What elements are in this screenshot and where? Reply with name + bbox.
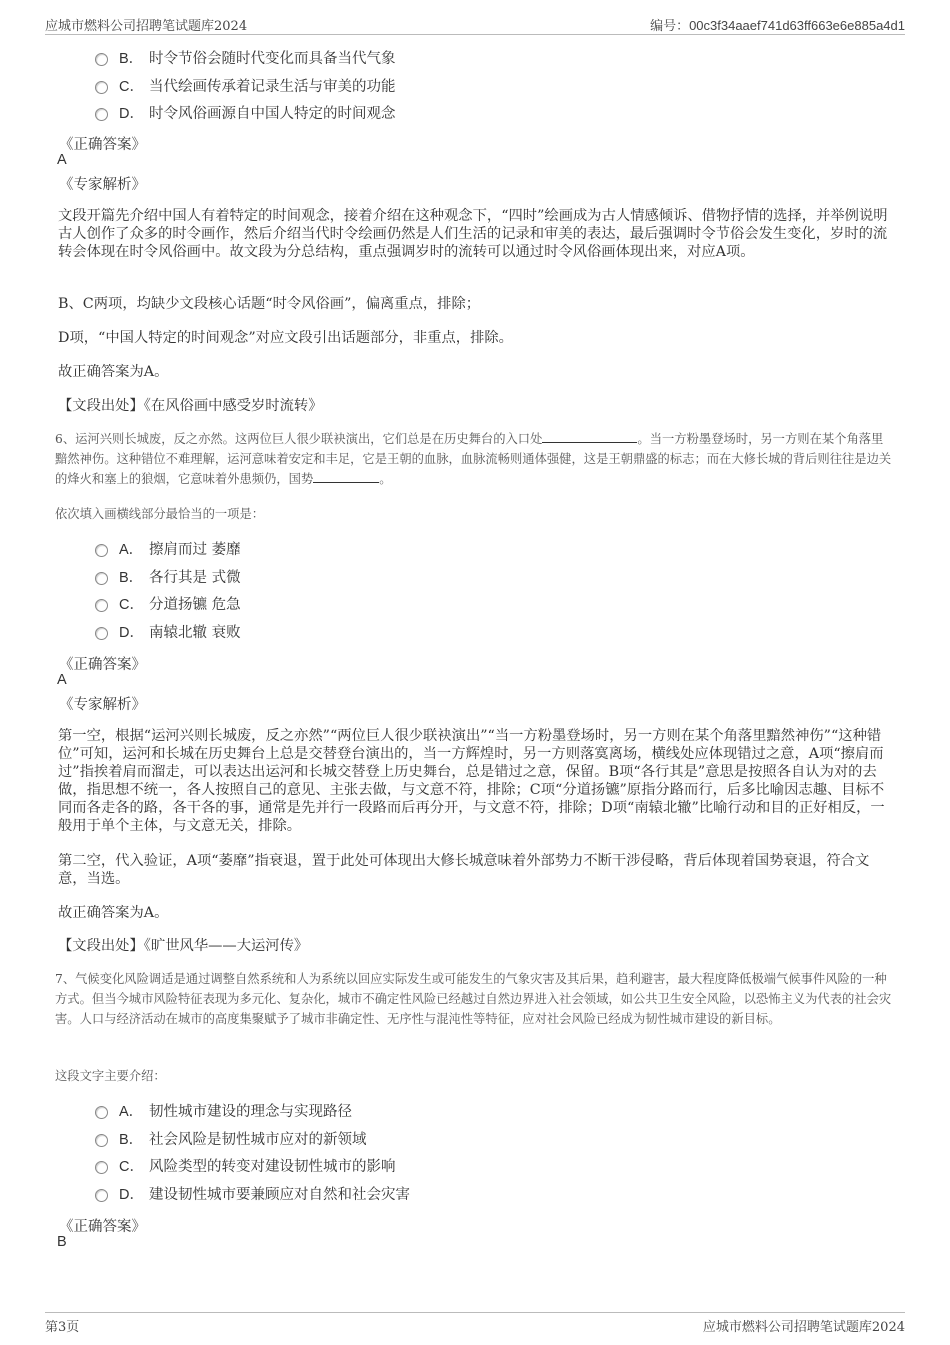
analysis-paragraph: 第一空，根据“运河兴则长城废，反之亦然”“两位巨人很少联袂演出”“当一方粉墨登场时，另一方则在某个角落里黯然神伤”“这种错位”可知，运河和长城在历史舞台上总是交替登台演出的，当一方辉煌时，另一方则落寞离场，横线处应体现错过之意，A项“擦肩而过”指挨着肩而溜走，可以表达出运河和长城交替登上历史舞台，总是错过之意，保留。B项“各行其是”意思是按照各自认为对的去做，指思想不统一，各人按照自己的意见、主张去做，与文意不符，排除；C项“分道扬镳”原指分路而行，后多比喻因志趣、目标不同而各走各的路，各干各的事，通常是先并行一段路而后再分开，与文意不符，排除；D项“南辕北辙”比喻行动和目的正好相反，一般用于单个主体，与文意无关，排除。: [58, 728, 885, 834]
answer-label: 《正确答案》: [59, 657, 146, 673]
radio-icon[interactable]: [95, 53, 108, 66]
analysis-paragraph: 文段开篇先介绍中国人有着特定的时间观念，接着介绍在这种观念下，“四时”绘画成为古人情感倾诉、借物抒情的选择，并举例说明古人创作了众多的时令画作，然后介绍当代时令绘画仍然是人们生活的记录和审美的表达，最后强调时令节俗会发生变化，岁时的流转会体现在时令风俗画中。故文段为分总结构，重点强调岁时的流转可以通过时令风俗画体现出来，对应A项。: [58, 208, 888, 260]
question-6-stem: 6、运河兴则长城废，反之亦然。这两位巨人很少联袂演出，它们总是在历史舞台的入口处 。当一方粉墨登场时，另一方则在某个角落里黯然神伤。这种错位不难理解，运河意味着安定和丰足，它是王朝的血脉，血脉流畅则通体强健，这是王朝鼎盛的标志；而在大修长城的背后则往往是边关的烽火和塞上的狼烟，它意味着外患频仍，国势 。: [55, 432, 892, 486]
prev-question-options: [95, 44, 396, 127]
analysis-paragraph: 第二空，代入验证，A项“萎靡”指衰退，置于此处可体现出大修长城意味着外部势力不断干涉侵略，背后体现着国势衰退，符合文意，当选。: [58, 853, 870, 887]
question-6-options: [95, 535, 241, 645]
answer-label: 《正确答案》: [59, 1219, 146, 1235]
option-a[interactable]: A． 擦肩而过 萎靡: [95, 535, 241, 563]
option-d[interactable]: D． 建设韧性城市要兼顾应对自然和社会灾害: [95, 1180, 410, 1208]
option-c[interactable]: C． 当代绘画传承着记录生活与审美的功能: [95, 72, 396, 100]
source-citation: 【文段出处】《在风俗画中感受岁时流转》: [58, 398, 323, 414]
analysis-conclusion: 故正确答案为A。: [58, 364, 169, 380]
radio-icon[interactable]: [95, 627, 108, 640]
radio-icon[interactable]: [95, 81, 108, 94]
option-d[interactable]: D． 南辕北辙 衰败: [95, 618, 241, 646]
radio-icon[interactable]: [95, 1134, 108, 1147]
radio-icon[interactable]: [95, 1189, 108, 1202]
page-footer: [45, 1312, 905, 1337]
radio-icon[interactable]: [95, 1106, 108, 1119]
option-b[interactable]: B． 各行其是 式微: [95, 563, 241, 591]
analysis-label: 《专家解析》: [59, 177, 146, 193]
option-b[interactable]: B． 时令节俗会随时代变化而具备当代气象: [95, 44, 396, 72]
page-number: 第3页: [45, 1320, 80, 1335]
radio-icon[interactable]: [95, 599, 108, 612]
answer-value: B: [57, 1234, 67, 1250]
page-header: [45, 12, 905, 35]
question-6-prompt: 依次填入画横线部分最恰当的一项是：: [55, 507, 265, 521]
question-7-options: [95, 1097, 410, 1207]
analysis-label: 《专家解析》: [59, 697, 146, 713]
header-title: 应城市燃料公司招聘笔试题库2024: [45, 19, 248, 34]
answer-value: A: [57, 672, 67, 688]
option-c[interactable]: C． 分道扬镳 危急: [95, 590, 241, 618]
analysis-conclusion: 故正确答案为A。: [58, 905, 169, 921]
option-c[interactable]: C． 风险类型的转变对建设韧性城市的影响: [95, 1152, 410, 1180]
fill-blank: [313, 470, 379, 483]
footer-title: 应城市燃料公司招聘笔试题库2024: [702, 1320, 905, 1335]
answer-value: A: [57, 152, 67, 168]
answer-label: 《正确答案》: [59, 137, 146, 153]
question-7-stem: 7、气候变化风险调适是通过调整自然系统和人为系统以回应实际发生或可能发生的气象灾害及其后果，趋利避害，最大程度降低极端气候事件风险的一种方式。但当今城市风险特征表现为多元化、复杂化，城市不确定性风险已经越过自然边界进入社会领域，如公共卫生安全风险，以恐怖主义为代表的社会灾害。人口与经济活动在城市的高度集聚赋予了城市非确定性、无序性与混沌性等特征，应对社会风险已经成为韧性城市建设的新目标。: [55, 972, 892, 1026]
fill-blank: [542, 430, 637, 443]
radio-icon[interactable]: [95, 544, 108, 557]
option-b[interactable]: B． 社会风险是韧性城市应对的新领域: [95, 1125, 410, 1153]
question-7-prompt: 这段文字主要介绍：: [55, 1069, 166, 1083]
option-d[interactable]: D． 时令风俗画源自中国人特定的时间观念: [95, 99, 396, 127]
document-id: 编号：00c3f34aaef741d63ff663e6e885a4d1: [650, 18, 905, 33]
source-citation: 【文段出处】《旷世风华——大运河传》: [58, 938, 309, 954]
radio-icon[interactable]: [95, 572, 108, 585]
analysis-paragraph: B、C两项，均缺少文段核心话题“时令风俗画”，偏离重点，排除；: [58, 296, 481, 312]
analysis-paragraph: D项，“中国人特定的时间观念”对应文段引出话题部分，非重点，排除。: [58, 330, 513, 346]
radio-icon[interactable]: [95, 108, 108, 121]
option-a[interactable]: A． 韧性城市建设的理念与实现路径: [95, 1097, 410, 1125]
radio-icon[interactable]: [95, 1161, 108, 1174]
